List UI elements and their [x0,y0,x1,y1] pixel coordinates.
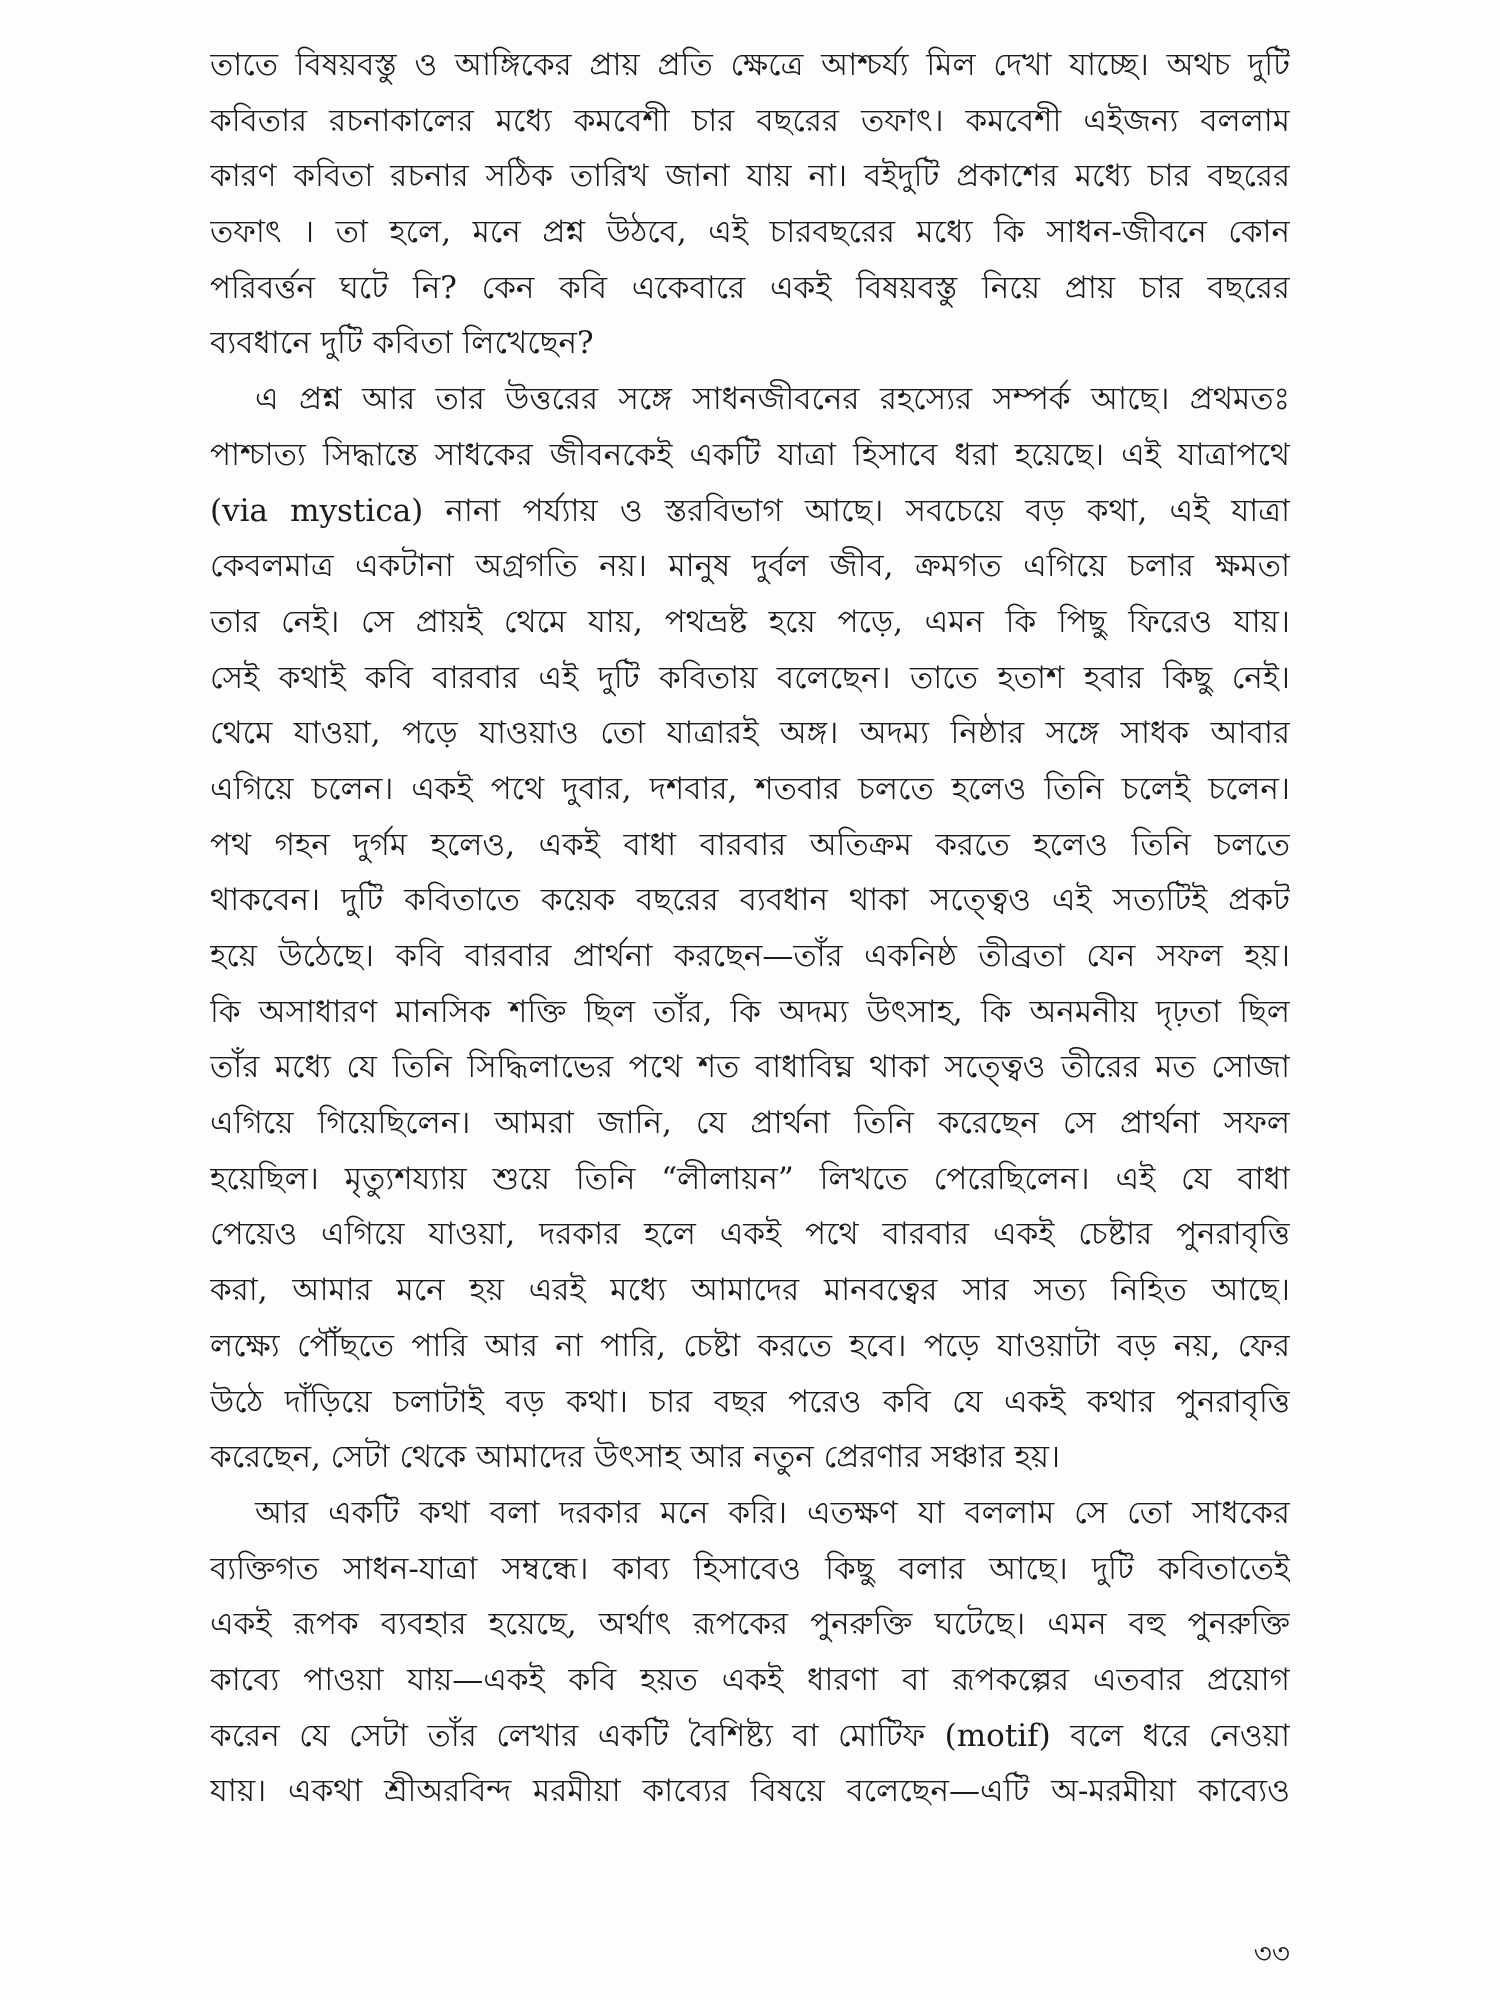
text-line: তফাৎ । তা হলে, মনে প্রশ্ন উঠবে, এই চারবছরের মধ্যে কি সাধন-জীবনে কোন [210,214,1290,251]
text-line: ব্যবধানে দুটি কবিতা লিখেছেন? [210,325,594,362]
text-line: তার নেই। সে প্রায়ই থেমে যায়, পথভ্রষ্ট হয়ে পড়ে, এমন কি পিছু ফিরেও যায়। [210,603,1290,640]
text-line: উঠে দাঁড়িয়ে চলাটাই বড় কথা। চার বছর পরেও কবি যে একই কথার পুনরাবৃত্তি [210,1383,1290,1420]
text-line: থাকবেন। দুটি কবিতাতে কয়েক বছরের ব্যবধান থাকা সত্ত্বেও এই সত্যটিই প্রকট [210,882,1290,919]
text-line: সেই কথাই কবি বারবার এই দুটি কবিতায় বলেছেন। তাতে হতাশ হবার কিছু নেই। [210,659,1290,696]
text-line: কারণ কবিতা রচনার সঠিক তারিখ জানা যায় না। বইদুটি প্রকাশের মধ্যে চার বছরের [210,158,1290,195]
text-line: তাতে বিষয়বস্তু ও আঙ্গিকের প্রায় প্রতি ক্ষেত্রে আশ্চর্য্য মিল দেখা যাচ্ছে। অথচ দুটি [210,47,1290,83]
text-line: এগিয়ে গিয়েছিলেন। আমরা জানি, যে প্রার্থনা তিনি করেছেন সে প্রার্থনা সফল [210,1105,1290,1142]
paragraph [210,372,1290,1486]
text-line: পাশ্চাত্য সিদ্ধান্তে সাধকের জীবনকেই একটি যাত্রা হিসাবে ধরা হয়েছে। এই যাত্রাপথে [210,436,1290,473]
text-line: এগিয়ে চলেন। একই পথে দুবার, দশবার, শতবার চলতে হলেও তিনি চলেই চলেন। [210,770,1290,807]
text-line: পথ গহন দুর্গম হলেও, একই বাধা বারবার অতিক্রম করতে হলেও তিনি চলতে [210,826,1290,863]
text-line: লক্ষ্যে পৌঁছতে পারি আর না পারি, চেষ্টা করতে হবে। পড়ে যাওয়াটা বড় নয়, ফের [210,1327,1290,1364]
text-line: যায়। একথা শ্রীঅরবিন্দ মরমীয়া কাব্যের বিষয়ে বলেছেন—এটি অ-মরমীয়া কাব্যেও [210,1773,1290,1810]
text-line: করেছেন, সেটা থেকে আমাদের উৎসাহ আর নতুন প্রেরণার সঞ্চার হয়। [210,1439,1061,1476]
text-line: পেয়েও এগিয়ে যাওয়া, দরকার হলে একই পথে বারবার একই চেষ্টার পুনরাবৃত্তি [210,1216,1290,1253]
text-line: কাব্যে পাওয়া যায়—একই কবি হয়ত একই ধারণা বা রূপকল্পের এতবার প্রয়োগ [210,1661,1290,1698]
text-line: হয়ে উঠেছে। কবি বারবার প্রার্থনা করছেন—তাঁর একনিষ্ঠ তীব্রতা যেন সফল হয়। [210,938,1290,974]
text-line: এ প্রশ্ন আর তার উত্তরের সঙ্গে সাধনজীবনের রহস্যের সম্পর্ক আছে। প্রথমতঃ [255,381,1290,418]
text-line: একই রূপক ব্যবহার হয়েছে, অর্থাৎ রূপকের পুনরুক্তি ঘটেছে। এমন বহু পুনরুক্তি [210,1606,1290,1643]
paragraph [210,1486,1290,1820]
text-line: ব্যক্তিগত সাধন-যাত্রা সম্বন্ধে। কাব্য হিসাবেও কিছু বলার আছে। দুটি কবিতাতেই [210,1550,1290,1587]
text-line: থেমে যাওয়া, পড়ে যাওয়াও তো যাত্রারই অঙ্গ। অদম্য নিষ্ঠার সঙ্গে সাধক আবার [210,715,1290,752]
paragraph [210,38,1290,372]
text-line: (via mystica) নানা পর্য্যায় ও স্তরবিভাগ আছে। সবচেয়ে বড় কথা, এই যাত্রা [210,492,1290,529]
text-line: কি অসাধারণ মানসিক শক্তি ছিল তাঁর, কি অদম্য উৎসাহ, কি অনমনীয় দৃঢ়তা ছিল [210,993,1290,1030]
text-line: করেন যে সেটা তাঁর লেখার একটি বৈশিষ্ট্য বা মোটিফ (motif) বলে ধরে নেওয়া [210,1717,1290,1754]
page-number: ৩৩ [1253,1937,1290,1970]
text-line: কবিতার রচনাকালের মধ্যে কমবেশী চার বছরের তফাৎ। কমবেশী এইজন্য বললাম [210,102,1290,139]
text-line: হয়েছিল। মৃত্যুশয্যায় শুয়ে তিনি “লীলায়ন” লিখতে পেরেছিলেন। এই যে বাধা [210,1160,1290,1197]
text-line: তাঁর মধ্যে যে তিনি সিদ্ধিলাভের পথে শত বাধাবিঘ্ন থাকা সত্ত্বেও তীরের মত সোজা [210,1049,1290,1086]
text-line: আর একটি কথা বলা দরকার মনে করি। এতক্ষণ যা বললাম সে তো সাধকের [255,1494,1290,1531]
text-line: কেবলমাত্র একটানা অগ্রগতি নয়। মানুষ দুর্বল জীব, ক্রমগত এগিয়ে চলার ক্ষমতা [210,548,1290,585]
text-line: পরিবর্ত্তন ঘটে নি? কেন কবি একেবারে একই বিষয়বস্তু নিয়ে প্রায় চার বছরের [210,269,1290,306]
book-page [210,38,1290,1938]
text-line: করা, আমার মনে হয় এরই মধ্যে আমাদের মানবত্বের সার সত্য নিহিত আছে। [210,1272,1290,1309]
